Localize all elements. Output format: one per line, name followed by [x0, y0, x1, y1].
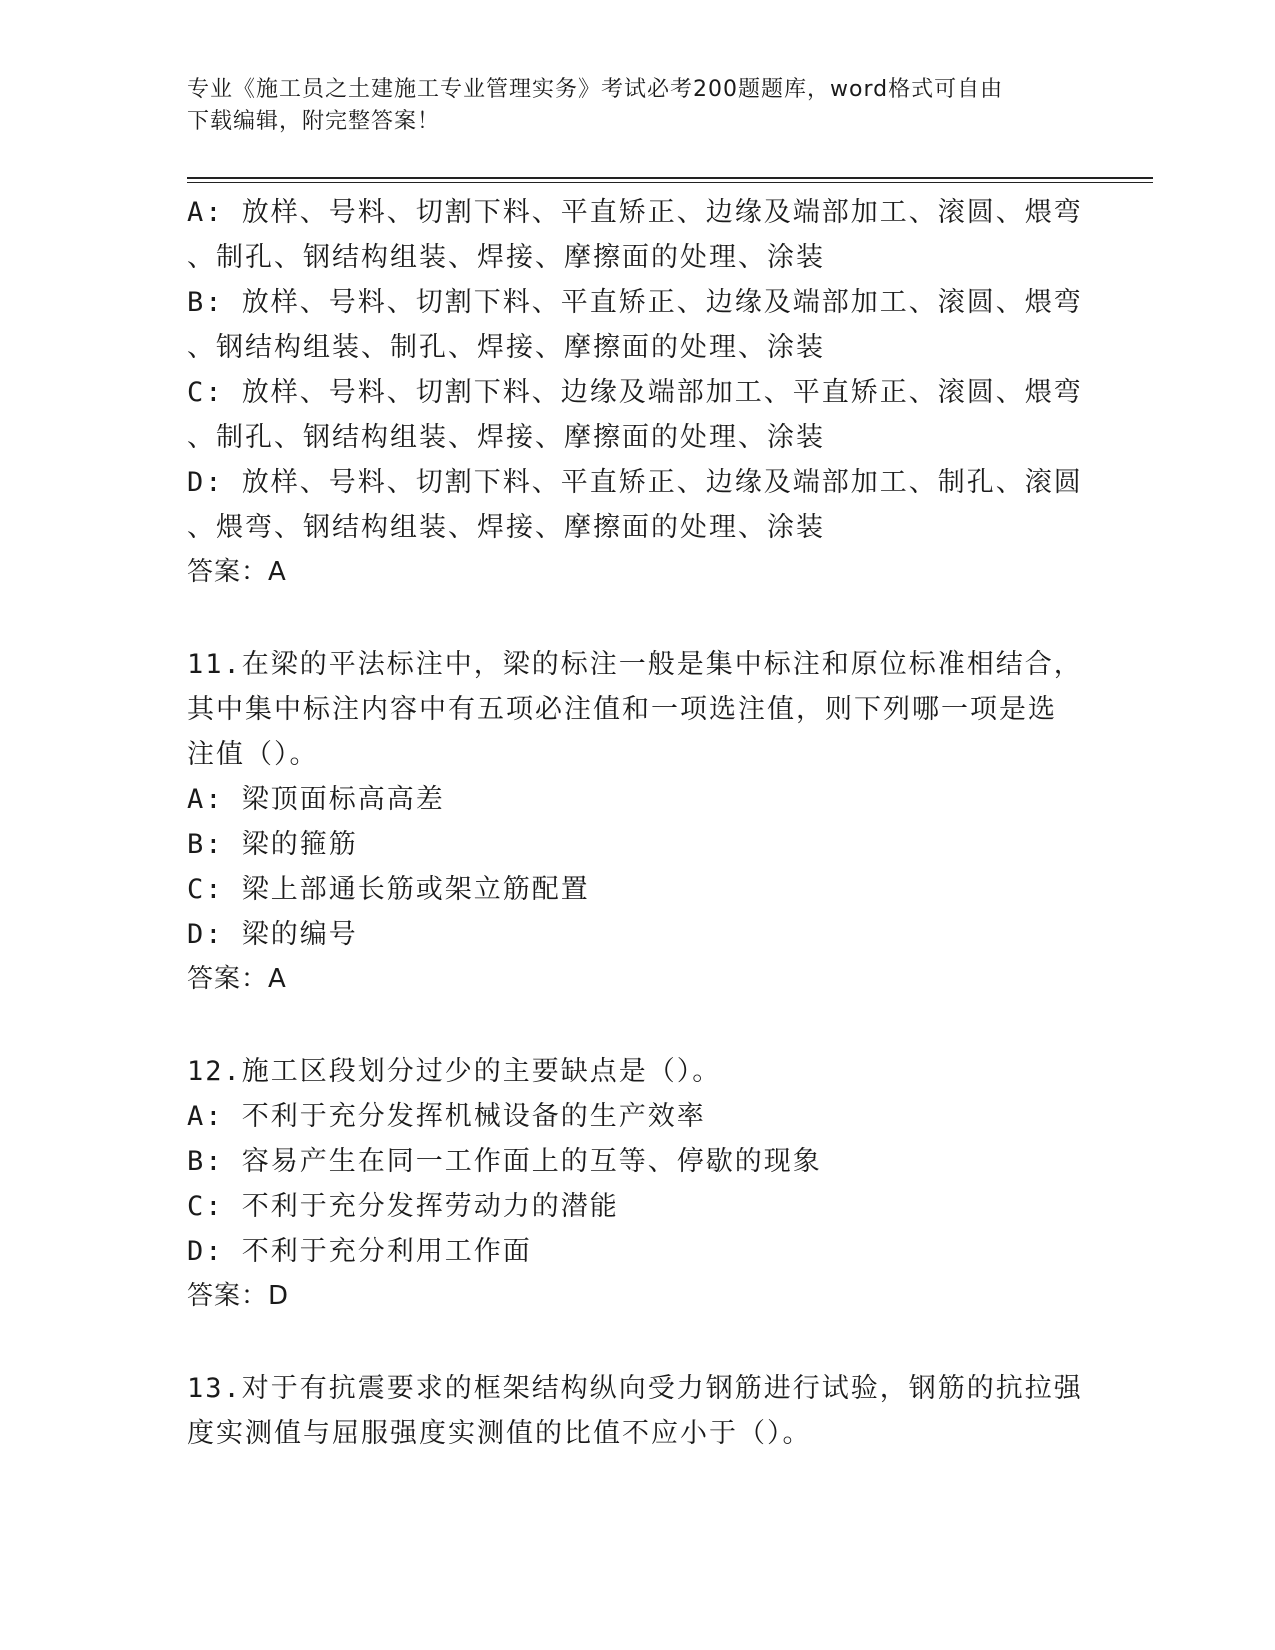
option-line: B: 放样、号料、切割下料、平直矫正、边缘及端部加工、滚圆、煨弯 — [187, 287, 1083, 318]
option-a: A: 梁顶面标高高差 — [187, 784, 445, 815]
spacer — [187, 595, 1077, 642]
option-line: 、钢结构组装、制孔、焊接、摩擦面的处理、涂装 — [187, 332, 825, 363]
question-stem-line: 注值（）。 — [187, 739, 319, 770]
option-b: B: 梁的箍筋 — [187, 829, 358, 860]
answer-label: 答案：A — [187, 964, 287, 994]
header-divider-thick — [187, 177, 1153, 179]
header-divider-thin — [187, 182, 1153, 183]
answer-label: 答案：A — [187, 557, 287, 587]
option-line: A: 放样、号料、切割下料、平直矫正、边缘及端部加工、滚圆、煨弯 — [187, 197, 1083, 228]
document-header — [187, 74, 1067, 138]
question-stem-line: 12.施工区段划分过少的主要缺点是（）。 — [187, 1056, 722, 1087]
option-line: 、煨弯、钢结构组装、焊接、摩擦面的处理、涂装 — [187, 512, 825, 543]
spacer — [187, 1002, 1077, 1049]
option-b: B: 容易产生在同一工作面上的互等、停歇的现象 — [187, 1146, 822, 1177]
option-line: D: 放样、号料、切割下料、平直矫正、边缘及端部加工、制孔、滚圆 — [187, 467, 1083, 498]
question-12 — [187, 1049, 1077, 1319]
question-stem-line: 度实测值与屈服强度实测值的比值不应小于（）。 — [187, 1418, 812, 1449]
question-list — [187, 190, 1083, 1456]
option-a — [187, 190, 1083, 280]
question-13 — [187, 1366, 1083, 1456]
header-line-2: 下载编辑，附完整答案！ — [187, 109, 441, 134]
option-line: 、制孔、钢结构组装、焊接、摩擦面的处理、涂装 — [187, 242, 825, 273]
option-c: C: 梁上部通长筋或架立筋配置 — [187, 874, 590, 905]
spacer — [187, 1319, 1077, 1366]
question-stem-line: 其中集中标注内容中有五项必注值和一项选注值，则下列哪一项是选 — [187, 694, 1057, 725]
option-c — [187, 370, 1083, 460]
option-a: A: 不利于充分发挥机械设备的生产效率 — [187, 1101, 706, 1132]
option-line: C: 放样、号料、切割下料、边缘及端部加工、平直矫正、滚圆、煨弯 — [187, 377, 1083, 408]
option-c: C: 不利于充分发挥劳动力的潜能 — [187, 1191, 619, 1222]
answer-label: 答案：D — [187, 1281, 290, 1311]
question-stem-line: 11.在梁的平法标注中，梁的标注一般是集中标注和原位标准相结合， — [187, 649, 1083, 680]
option-d: D: 梁的编号 — [187, 919, 358, 950]
question-11 — [187, 642, 1083, 1002]
option-d — [187, 460, 1083, 550]
option-b — [187, 280, 1083, 370]
question-stem-line: 13.对于有抗震要求的框架结构纵向受力钢筋进行试验，钢筋的抗拉强 — [187, 1373, 1083, 1404]
option-d: D: 不利于充分利用工作面 — [187, 1236, 532, 1267]
question-10 — [187, 190, 1083, 595]
header-line-1: 专业《施工员之土建施工专业管理实务》考试必考200题题库，word格式可自由 — [187, 77, 1004, 102]
option-line: 、制孔、钢结构组装、焊接、摩擦面的处理、涂装 — [187, 422, 825, 453]
